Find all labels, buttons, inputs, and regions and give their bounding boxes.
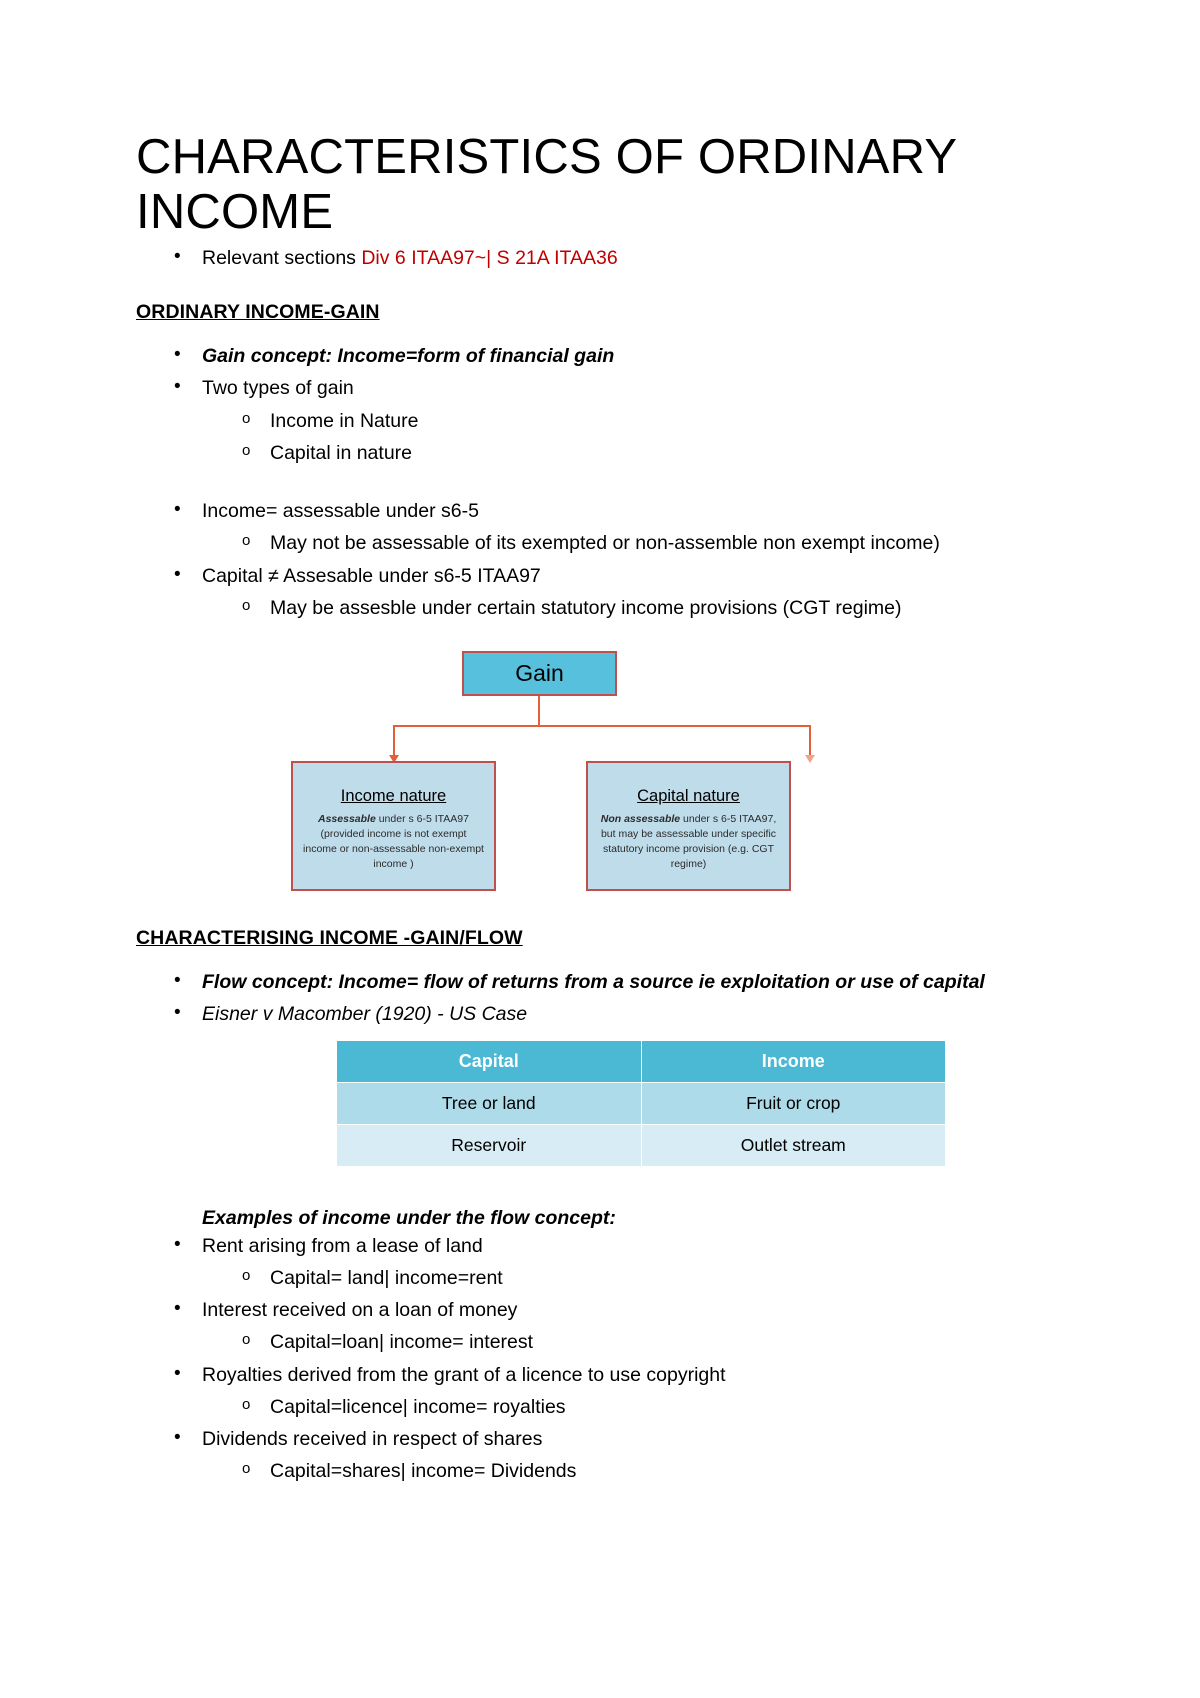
spacer bbox=[136, 324, 1070, 342]
connector-vertical-left bbox=[393, 725, 395, 757]
table-row bbox=[337, 1124, 946, 1166]
connector-horizontal bbox=[393, 725, 811, 727]
examples-list-1 bbox=[136, 1232, 1070, 1261]
relevant-sections-reference: Div 6 ITAA97~| S 21A ITAA36 bbox=[361, 246, 618, 269]
spacer bbox=[136, 950, 1070, 968]
table-cell: Tree or land bbox=[337, 1082, 642, 1124]
examples-sub-4 bbox=[136, 1457, 1070, 1486]
table-cell: Fruit or crop bbox=[641, 1082, 946, 1124]
column-header-capital: Capital bbox=[337, 1040, 642, 1082]
list-item bbox=[136, 1296, 1070, 1325]
examples-list-2 bbox=[136, 1296, 1070, 1325]
list-item bbox=[136, 374, 1070, 403]
income-assessable-text: Income= assessable under s6-5 bbox=[202, 500, 479, 522]
table-head bbox=[337, 1040, 946, 1082]
list-item bbox=[136, 497, 1070, 526]
examples-sub-3 bbox=[136, 1393, 1070, 1422]
diagram-node-income-body-lead: Assessable bbox=[318, 813, 379, 825]
diagram-node-gain bbox=[462, 651, 617, 696]
table-body bbox=[337, 1082, 946, 1166]
income-assessable-sub-text: May not be assessable of its exempted or non-assemble non exempt income) bbox=[270, 532, 940, 555]
relevant-sections-label: Relevant sections bbox=[202, 246, 362, 269]
capital-sub-list bbox=[136, 594, 1070, 623]
diagram-node-capital-body-rest: under s 6-5 ITAA97, but may be assessable under specific statutory income provision (e.g. CGT regime) bbox=[600, 813, 777, 870]
table-cell: Reservoir bbox=[337, 1124, 642, 1166]
list-item bbox=[136, 439, 1070, 468]
connector-vertical-right bbox=[809, 725, 811, 757]
list-item bbox=[136, 1232, 1070, 1261]
intro-bullet-list bbox=[136, 244, 1070, 273]
examples-list-4 bbox=[136, 1425, 1070, 1454]
column-header-income: Income bbox=[641, 1040, 946, 1082]
examples-sub-1 bbox=[136, 1264, 1070, 1293]
table-header-row bbox=[337, 1040, 946, 1082]
capital-not-assessable-text: Capital ≠ Assesable under s6-5 ITAA97 bbox=[202, 564, 541, 587]
list-item bbox=[136, 1000, 1070, 1029]
list-item bbox=[136, 1264, 1070, 1293]
list-item bbox=[136, 1328, 1070, 1357]
gain-bullet-list bbox=[136, 342, 1070, 404]
list-item bbox=[136, 407, 1070, 436]
type-capital-text: Capital in nature bbox=[270, 441, 413, 464]
list-item bbox=[136, 342, 1070, 371]
example-sub-text: Capital= land| income=rent bbox=[270, 1266, 503, 1289]
two-types-text: Two types of gain bbox=[202, 377, 354, 400]
section-heading-characterising-income: CHARACTERISING INCOME -GAIN/FLOW bbox=[136, 927, 523, 949]
list-item bbox=[136, 594, 1070, 623]
gain-sub-list bbox=[136, 407, 1070, 469]
flow-bullet-list bbox=[136, 968, 1070, 1030]
diagram-node-capital-body-lead: Non assessable bbox=[600, 813, 684, 825]
diagram-node-income-nature bbox=[291, 761, 496, 891]
connector-vertical-main bbox=[538, 696, 540, 726]
list-item bbox=[136, 1361, 1070, 1390]
table-row bbox=[337, 1082, 946, 1124]
table-cell: Outlet stream bbox=[641, 1124, 946, 1166]
list-item bbox=[136, 562, 1070, 591]
examples-sub-2 bbox=[136, 1328, 1070, 1357]
list-item bbox=[136, 1425, 1070, 1454]
example-main-text: Dividends received in respect of shares bbox=[202, 1428, 543, 1450]
flow-concept-text: Flow concept: Income= flow of returns from a source ie exploitation or use of capital bbox=[202, 971, 985, 993]
examples-heading: Examples of income under the flow concept: bbox=[202, 1206, 616, 1229]
example-main-text: Interest received on a loan of money bbox=[202, 1299, 518, 1321]
diagram-node-income-body-rest: under s 6-5 ITAA97 (provided income is not exempt income or non-assessable non-exempt income ) bbox=[303, 813, 484, 870]
list-item bbox=[136, 968, 1070, 997]
examples-list-3 bbox=[136, 1361, 1070, 1390]
income-assessable-sub-list bbox=[136, 529, 1070, 558]
example-main-text: Royalties derived from the grant of a licence to use copyright bbox=[202, 1363, 726, 1386]
example-main-text: Rent arising from a lease of land bbox=[202, 1234, 483, 1257]
spacer bbox=[136, 471, 1070, 497]
list-item bbox=[136, 1393, 1070, 1422]
type-income-text: Income in Nature bbox=[270, 409, 419, 432]
list-item bbox=[136, 529, 1070, 558]
list-item bbox=[136, 244, 1070, 273]
capital-bullet-list bbox=[136, 562, 1070, 591]
example-sub-text: Capital=licence| income= royalties bbox=[270, 1395, 566, 1418]
list-item bbox=[136, 1457, 1070, 1486]
diagram-node-capital-nature bbox=[586, 761, 791, 891]
diagram-node-capital-body bbox=[598, 812, 779, 872]
capital-not-assessable-sub-text: May be assesble under certain statutory income provisions (CGT regime) bbox=[270, 596, 902, 619]
page-title: CHARACTERISTICS OF ORDINARY INCOME bbox=[136, 130, 957, 239]
assessable-bullet-list bbox=[136, 497, 1070, 526]
capital-income-table bbox=[336, 1040, 946, 1167]
gain-concept-text: Gain concept: Income=form of financial gain bbox=[202, 345, 615, 367]
diagram-node-income-title: Income nature bbox=[340, 787, 447, 805]
diagram-node-income-body bbox=[303, 812, 484, 872]
example-sub-text: Capital=shares| income= Dividends bbox=[270, 1460, 577, 1483]
diagram-node-gain-label: Gain bbox=[515, 660, 564, 686]
example-sub-text: Capital=loan| income= interest bbox=[270, 1331, 534, 1354]
gain-flow-diagram bbox=[216, 651, 956, 899]
section-heading-ordinary-income-gain: ORDINARY INCOME-GAIN bbox=[136, 301, 380, 323]
diagram-node-capital-title: Capital nature bbox=[637, 787, 740, 805]
case-citation-text: Eisner v Macomber (1920) - US Case bbox=[202, 1003, 528, 1026]
arrowhead-right-icon bbox=[805, 755, 815, 763]
